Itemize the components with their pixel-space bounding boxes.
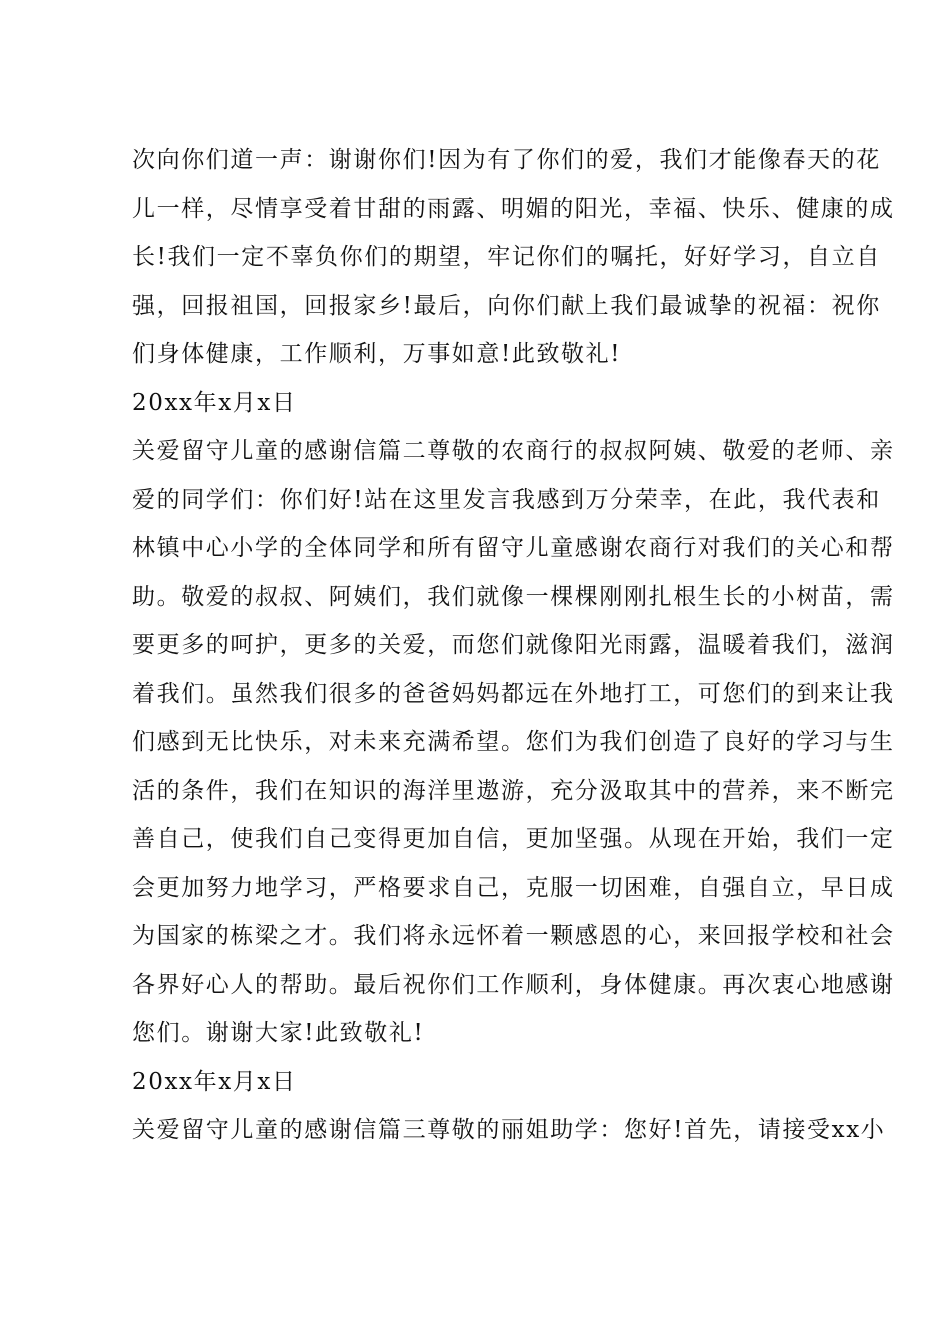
text-line: 会更加努力地学习，严格要求自己，克服一切困难，自强自立，早日成	[132, 874, 895, 901]
text-line: 儿一样，尽情享受着甘甜的雨露、明媚的阳光，幸福、快乐、健康的成	[132, 195, 895, 222]
text-line: 们感到无比快乐，对未来充满希望。您们为我们创造了良好的学习与生	[132, 729, 895, 755]
text-line: 活的条件，我们在知识的海洋里遨游，充分汲取其中的营养，来不断完	[132, 777, 895, 804]
text-line: 着我们。虽然我们很多的爸爸妈妈都远在外地打工，可您们的到来让我	[132, 680, 895, 707]
text-line: 关爱留守儿童的感谢信篇二尊敬的农商行的叔叔阿姨、敬爱的老师、亲	[132, 438, 895, 464]
text-line: 林镇中心小学的全体同学和所有留守儿童感谢农商行对我们的关心和帮	[132, 535, 895, 561]
text-line: 们身体健康，工作顺利，万事如意!此致敬礼!	[132, 341, 622, 367]
text-line: 助。敬爱的叔叔、阿姨们，我们就像一棵棵刚刚扎根生长的小树苗，需	[132, 583, 895, 610]
date-line: 20xx年x月x日	[132, 389, 297, 416]
text-line: 要更多的呵护，更多的关爱，而您们就像阳光雨露，温暖着我们，滋润	[132, 632, 895, 658]
text-line: 长!我们一定不辜负你们的期望，牢记你们的嘱托，好好学习，自立自	[132, 244, 881, 270]
text-line: 爱的同学们：你们好!站在这里发言我感到万分荣幸，在此，我代表和	[132, 486, 881, 513]
text-line: 关爱留守儿童的感谢信篇三尊敬的丽姐助学：您好!首先，请接受xx小	[132, 1117, 886, 1143]
text-line: 善自己，使我们自己变得更加自信，更加坚强。从现在开始，我们一定	[132, 826, 895, 852]
text-line: 为国家的栋梁之才。我们将永远怀着一颗感恩的心，来回报学校和社会	[132, 923, 895, 949]
date-line: 20xx年x月x日	[132, 1068, 297, 1095]
text-line: 您们。谢谢大家!此致敬礼!	[132, 1020, 425, 1046]
text-line: 次向你们道一声：谢谢你们!因为有了你们的爱，我们才能像春天的花	[132, 147, 881, 173]
letter-body	[132, 136, 895, 1155]
text-line: 各界好心人的帮助。最后祝你们工作顺利，身体健康。再次衷心地感谢	[132, 971, 895, 998]
text-line: 强，回报祖国，回报家乡!最后，向你们献上我们最诚挚的祝福：祝你	[132, 292, 881, 319]
